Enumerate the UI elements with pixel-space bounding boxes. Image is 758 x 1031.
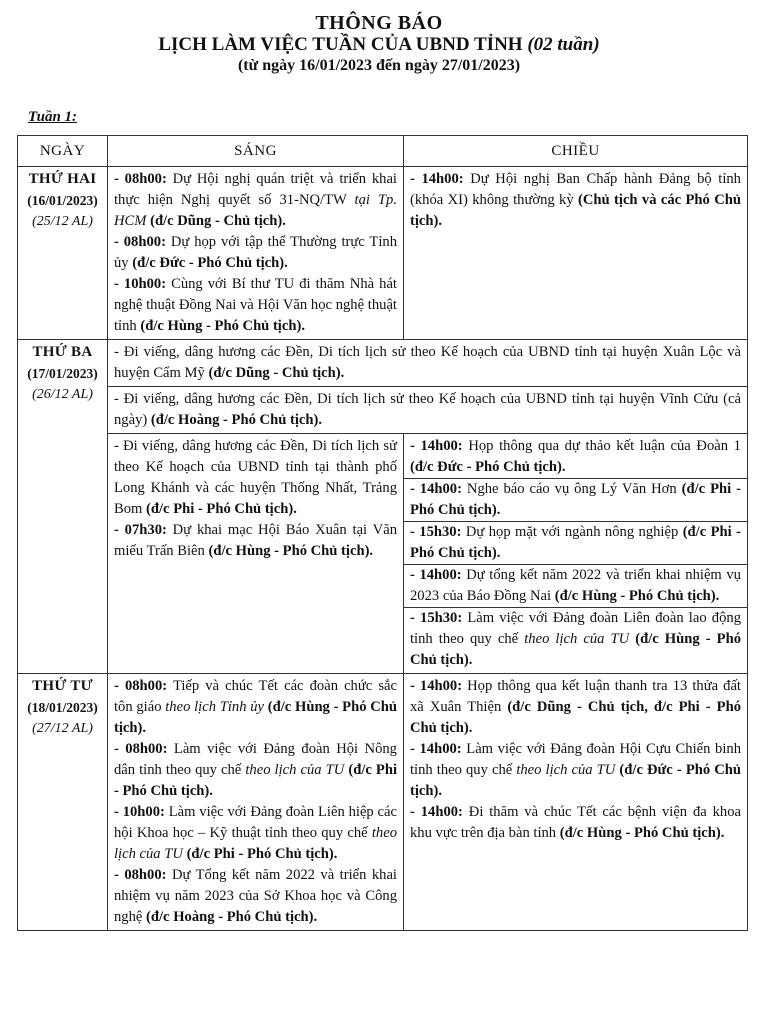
entry-person: (đ/c Phi - Phó Chủ tịch). — [146, 501, 297, 517]
entry-text: Làm việc với Đảng đoàn Liên đoàn lao động tỉnh theo quy chế — [410, 610, 741, 647]
day-cell — [18, 340, 108, 674]
day-date: (17/01/2023) — [27, 366, 98, 381]
document-header — [0, 12, 758, 76]
day-date: (16/01/2023) — [27, 193, 98, 208]
table-row — [18, 674, 748, 931]
entry-time: - 08h00: — [114, 867, 167, 883]
schedule-body — [18, 167, 748, 931]
entry-text: Đi thăm và chúc Tết các bệnh viện đa khoa khu vực trên địa bàn tỉnh — [410, 804, 741, 841]
schedule-entry — [114, 274, 397, 337]
entry-person: (đ/c Dũng - Chủ tịch). — [208, 365, 345, 381]
fullday-cell — [108, 340, 748, 387]
entry-text: Tiếp và chúc Tết các đoàn chức sắc tôn giáo — [114, 678, 397, 715]
entry-time: - 08h00: — [114, 234, 166, 250]
entry-time: - 15h30: — [410, 524, 462, 540]
entry-person: (đ/c Đức - Phó Chủ tịch). — [132, 255, 288, 271]
schedule-entry — [410, 676, 741, 739]
entry-note: tại Tp. HCM — [114, 192, 397, 229]
entry-person: (đ/c Đức - Phó Chủ tịch). — [410, 762, 741, 799]
morning-cell — [108, 167, 404, 340]
schedule-entry — [410, 802, 741, 844]
entry-person: (đ/c Dũng - Chủ tịch, đ/c Phi - Phó Chủ tịch). — [410, 699, 741, 736]
table-row — [18, 340, 748, 387]
entry-note: theo lịch của TU — [524, 631, 630, 647]
subtitle-note: (02 tuần) — [527, 34, 600, 55]
afternoon-cell — [404, 167, 748, 340]
entry-text: Họp thông qua kết luận thanh tra 13 thửa đất xã Xuân Thiện — [410, 678, 741, 715]
entry-text: Dự Tổng kết năm 2022 và triển khai nhiệm vụ năm 2023 của Sở Khoa học và Công nghệ — [114, 867, 397, 925]
entry-person: (Chủ tịch và các Phó Chủ tịch). — [410, 192, 741, 229]
entry-text: Cùng với Bí thư TU đi thăm Nhà hát nghệ thuật Đồng Nai và Hội Văn học nghệ thuật tỉnh — [114, 276, 397, 334]
entry-person: (đ/c Hùng - Phó Chủ tịch). — [559, 825, 725, 841]
day-lunar: (25/12 AL) — [32, 214, 93, 229]
schedule-entry — [114, 802, 397, 865]
entry-text: - Đi viếng, dâng hương các Đền, Di tích lịch sử theo Kế hoạch của UBND tỉnh tại huyện Vĩnh Cửu (cả ngày) — [114, 391, 741, 428]
schedule-entry — [410, 436, 741, 478]
entry-person: (đ/c Dũng - Chủ tịch). — [146, 213, 286, 229]
schedule-entry — [410, 739, 741, 802]
entry-person: (đ/c Phi - Phó Chủ tịch). — [182, 846, 338, 862]
schedule-entry — [114, 520, 397, 562]
schedule-entry — [410, 169, 741, 232]
day-name: THỨ TƯ — [32, 678, 93, 694]
entry-person: (đ/c Hùng - Phó Chủ tịch). — [114, 699, 398, 736]
column-header-day: NGÀY — [18, 136, 108, 167]
entry-time: - 08h00: — [114, 741, 168, 757]
entry-person: (đ/c Hoàng - Phó Chủ tịch). — [146, 909, 318, 925]
day-cell — [18, 674, 108, 931]
entry-time: - 14h00: — [410, 481, 462, 497]
entry-time: - 10h00: — [114, 276, 167, 292]
schedule-entry — [114, 739, 397, 802]
entry-text: - Đi viếng, dâng hương các Đền, Di tích lịch sử theo Kế hoạch của UBND tỉnh tại huyện Xuân Lộc và huyện Cẩm Mỹ — [114, 344, 741, 381]
schedule-entry — [114, 232, 397, 274]
entry-person: (đ/c Hùng - Phó Chủ tịch). — [208, 543, 374, 559]
entry-note: theo lịch của TU — [114, 825, 397, 862]
schedule-entry — [114, 676, 397, 739]
week-label: Tuần 1: — [28, 109, 78, 125]
entry-person: (đ/c Đức - Phó Chủ tịch). — [410, 459, 566, 475]
entry-text: Làm việc với Đảng đoàn Liên hiệp các hội Khoa học – Kỹ thuật tỉnh theo quy chế — [114, 804, 397, 841]
entry-person: (đ/c Phi - Phó Chủ tịch). — [114, 762, 397, 799]
fullday-cell — [108, 387, 748, 434]
document-subtitle — [0, 34, 758, 56]
entry-person: (đ/c Hùng - Phó Chủ tịch). — [554, 588, 720, 604]
entry-time: - 14h00: — [410, 678, 463, 694]
entry-time: - 08h00: — [114, 678, 168, 694]
entry-text: Dự họp với tập thể Thường trực Tỉnh ủy — [114, 234, 397, 271]
entry-time: - 14h00: — [410, 438, 463, 454]
day-name: THỨ HAI — [28, 171, 97, 187]
entry-time: - 14h00: — [410, 741, 462, 757]
afternoon-cell — [404, 674, 748, 931]
schedule-entry — [410, 522, 741, 564]
entry-time: - 07h30: — [114, 522, 167, 538]
entry-person: (đ/c Hùng - Phó Chủ tịch). — [410, 631, 742, 668]
entry-time: - 15h30: — [410, 610, 463, 626]
schedule-entry — [410, 565, 741, 607]
entry-text: Dự Hội nghị quán triệt và triển khai thực hiện Nghị quyết số 31-NQ/TW — [114, 171, 397, 208]
morning-cell — [108, 434, 404, 674]
column-header-morning: SÁNG — [108, 136, 404, 167]
table-row — [18, 387, 748, 434]
entry-text: Làm việc với Đảng đoàn Hội Cựu Chiến binh tỉnh theo quy chế — [410, 741, 741, 778]
schedule-entry — [114, 436, 397, 520]
entry-person: (đ/c Phi - Phó Chủ tịch). — [410, 524, 741, 561]
schedule-table — [17, 135, 748, 931]
table-row — [18, 167, 748, 340]
day-date: (18/01/2023) — [27, 700, 98, 715]
entry-person: (đ/c Hùng - Phó Chủ tịch). — [140, 318, 305, 334]
schedule-entry — [410, 479, 741, 521]
column-header-afternoon: CHIỀU — [404, 136, 748, 167]
table-header-row — [18, 136, 748, 167]
day-lunar: (26/12 AL) — [32, 387, 93, 402]
schedule-entry — [114, 342, 741, 384]
day-name: THỨ BA — [32, 344, 93, 360]
table-row — [18, 434, 748, 674]
entry-person: (đ/c Hoàng - Phó Chủ tịch). — [150, 412, 322, 428]
entry-time: - 14h00: — [410, 567, 462, 583]
entry-time: - 14h00: — [410, 804, 463, 820]
subtitle-text: LỊCH LÀM VIỆC TUẦN CỦA UBND TỈNH — [158, 34, 523, 55]
morning-cell — [108, 674, 404, 931]
entry-text: Dự khai mạc Hội Báo Xuân tại Văn miếu Trấn Biên — [114, 522, 397, 559]
schedule-entry — [114, 389, 741, 431]
document-title: THÔNG BÁO — [315, 12, 443, 34]
entry-text: Dự Hội nghị Ban Chấp hành Đảng bộ tỉnh (khóa XI) không thường kỳ — [410, 171, 741, 208]
entry-time: - 08h00: — [114, 171, 167, 187]
entry-note: theo lịch của TU — [516, 762, 616, 778]
schedule-entry — [114, 169, 397, 232]
entry-note: theo lịch của TU — [245, 762, 345, 778]
afternoon-cell — [404, 434, 748, 674]
entry-text: - Đi viếng, dâng hương các Đền, Di tích lịch sử theo Kế hoạch của UBND tỉnh tại thành phố Long Khánh và các huyện Thống Nhất, Trảng Bom — [114, 438, 397, 517]
day-lunar: (27/12 AL) — [32, 721, 93, 736]
entry-text: Làm việc với Đảng đoàn Hội Nông dân tỉnh theo quy chế — [114, 741, 397, 778]
entry-text: Họp thông qua dự thảo kết luận của Đoàn 1 — [462, 438, 741, 454]
entry-text: Nghe báo cáo vụ ông Lý Văn Hơn — [461, 481, 682, 497]
entry-text: Dự tổng kết năm 2022 và triển khai nhiệm vụ 2023 của Báo Đồng Nai — [410, 567, 741, 604]
day-cell — [18, 167, 108, 340]
entry-text: Dự họp mặt với ngành nông nghiệp — [461, 524, 683, 540]
entry-note: theo lịch Tỉnh ủy — [165, 699, 264, 715]
entry-person: (đ/c Phi - Phó Chủ tịch). — [410, 481, 741, 518]
entry-time: - 14h00: — [410, 171, 464, 187]
entry-time: - 10h00: — [114, 804, 165, 820]
date-range: (từ ngày 16/01/2023 đến ngày 27/01/2023) — [237, 57, 521, 74]
schedule-entry — [114, 865, 397, 928]
schedule-entry — [410, 608, 741, 671]
